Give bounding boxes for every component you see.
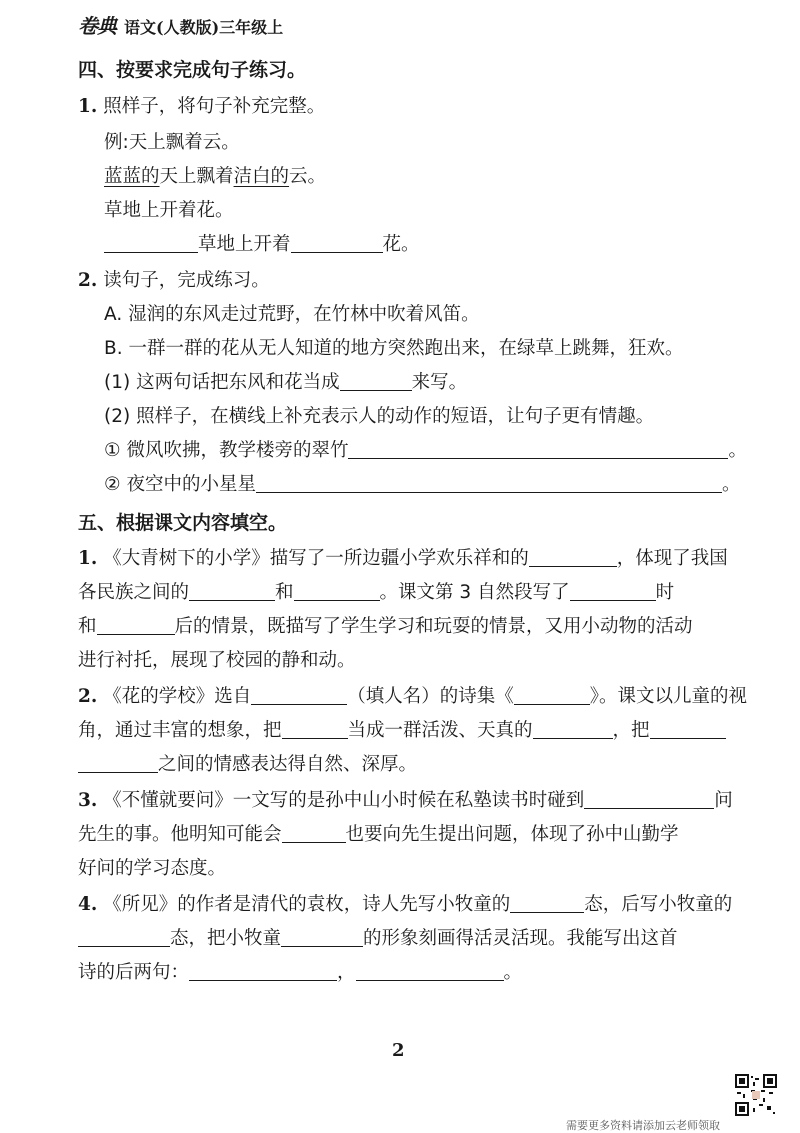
answer-blank[interactable] — [510, 894, 584, 914]
answer-blank[interactable] — [256, 474, 722, 494]
answer-blank[interactable] — [97, 616, 175, 636]
s5-q3-line2: 先生的事。他明知可能会 也要向先生提出问题，体现了孙中山勤学 — [78, 824, 679, 845]
underlined-word: 洁白的 — [233, 166, 290, 187]
s5-q4-line1: 4. 《所见》的作者是清代的袁枚，诗人先写小牧童的 态，后写小牧童的 — [78, 894, 733, 915]
answer-blank[interactable] — [282, 824, 346, 844]
answer-blank[interactable] — [356, 962, 504, 982]
answer-blank[interactable] — [189, 582, 275, 602]
fill-item-1: ① 微风吹拂，教学楼旁的翠竹 。 — [104, 440, 747, 461]
sentence-b: B. 一群一群的花从无人知道的地方突然跑出来，在绿草上跳舞，狂欢。 — [104, 338, 684, 359]
s5-q4-line3: 诗的后两句： ， 。 — [78, 962, 523, 983]
book-subtitle: 语文(人教版)三年级上 — [124, 18, 284, 37]
fill-sentence: 草地上开着 花。 — [104, 230, 420, 256]
s5-q1-line2: 各民族之间的 和 。课文第 3 自然段写了 时 — [78, 582, 675, 603]
answer-blank[interactable] — [570, 582, 656, 602]
answer-blank[interactable] — [251, 686, 347, 706]
s4-q1 — [78, 92, 325, 118]
s5-q2-line3: 之间的情感表达得自然、深厚。 — [78, 750, 417, 776]
answer-blank[interactable] — [348, 440, 728, 460]
answer-blank[interactable] — [282, 720, 348, 740]
qr-code-icon — [735, 1074, 777, 1116]
answer-blank[interactable] — [650, 720, 726, 740]
footer-note: 需要更多资料请添加云老师领取 — [566, 1119, 720, 1132]
sub-question-2: (2) 照样子，在横线上补充表示人的动作的短语，让句子更有情趣。 — [104, 406, 655, 427]
s5-q3-line1: 3. 《不懂就要问》一文写的是孙中山小时候在私塾读书时碰到 问 — [78, 790, 733, 811]
section-4-title: 四、按要求完成句子练习。 — [78, 59, 307, 81]
answer-blank[interactable] — [340, 372, 412, 392]
s5-q4-line2: 态，把小牧童 的形象刻画得活灵活现。我能写出这首 — [78, 924, 678, 950]
s5-q2-line2: 角，通过丰富的想象，把 当成一群活泼、天真的 ，把 — [78, 716, 726, 742]
answer-blank[interactable] — [281, 928, 363, 948]
s5-q1-line1: 1. 《大青树下的小学》描写了一所边疆小学欢乐祥和的 ，体现了我国 — [78, 548, 728, 569]
example-label: 例:天上飘着云。 — [104, 132, 240, 153]
s4-q2: 2. 读句子，完成练习。 — [78, 270, 270, 291]
underlined-word: 蓝蓝的 — [104, 166, 160, 187]
fill-item-2: ② 夜空中的小星星 。 — [104, 474, 741, 495]
s5-q1-line3: 和 后的情景，既描写了学生学习和玩耍的情景，又用小动物的活动 — [78, 616, 693, 637]
answer-blank[interactable] — [104, 234, 198, 254]
page-number: 2 — [392, 1040, 405, 1061]
s5-q3-line3: 好问的学习态度。 — [78, 858, 227, 879]
answer-blank[interactable] — [514, 686, 590, 706]
example-answer: 蓝蓝的天上飘着洁白的云。 — [104, 166, 327, 187]
answer-blank[interactable] — [189, 962, 337, 982]
answer-blank[interactable] — [291, 234, 383, 254]
s5-q1-line4: 进行衬托，展现了校园的静和动。 — [78, 650, 356, 671]
answer-blank[interactable] — [78, 928, 170, 948]
answer-blank[interactable] — [533, 720, 613, 740]
answer-blank[interactable] — [529, 548, 617, 568]
question-number: 1. — [78, 96, 98, 117]
answer-blank[interactable] — [78, 754, 158, 774]
section-5-title: 五、根据课文内容填空。 — [78, 512, 288, 534]
exercise-sentence: 草地上开着花。 — [104, 200, 234, 221]
sub-question-1: (1) 这两句话把东风和花当成 来写。 — [104, 372, 468, 393]
question-text: 照样子，将句子补充完整。 — [103, 96, 326, 117]
page-header — [78, 10, 283, 39]
sentence-a: A. 湿润的东风走过荒野，在竹林中吹着风笛。 — [104, 304, 480, 325]
s5-q2-line1: 2. 《花的学校》选自 （填人名）的诗集《 》。课文以儿童的视 — [78, 686, 748, 707]
answer-blank[interactable] — [584, 790, 714, 810]
answer-blank[interactable] — [294, 582, 380, 602]
publisher-logo: 卷典 — [78, 14, 116, 38]
